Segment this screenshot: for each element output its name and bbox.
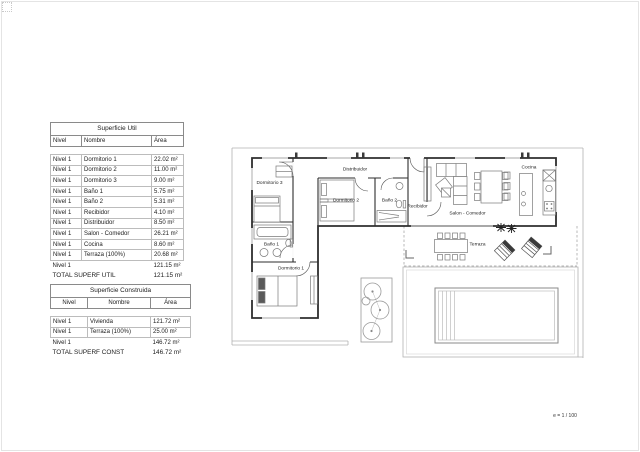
- cell-nombre: Vivienda: [88, 317, 151, 328]
- cell-nivel: Nivel 1: [51, 327, 88, 338]
- cell-nombre: Cocina: [82, 239, 152, 250]
- cell-area: 22.02 m²: [152, 155, 184, 166]
- cell-nivel: Nivel 1: [51, 218, 82, 229]
- swimming-pool: [435, 288, 558, 343]
- dormitorio1-furniture: [257, 276, 318, 306]
- label-dormitorio2: Dormitorio 2: [332, 198, 360, 204]
- cell-nivel: Nivel 1: [51, 197, 82, 208]
- furniture: [254, 164, 556, 307]
- dining-table: [475, 171, 509, 203]
- cell-area: 5.31 m²: [152, 197, 184, 208]
- total-area: 146.72 m²: [152, 349, 182, 357]
- cell-area: 20.68 m²: [152, 250, 184, 261]
- sofa: [436, 164, 467, 205]
- planter-trees: [361, 278, 392, 342]
- terrace-table: [435, 233, 468, 260]
- cell-area: 26.21 m²: [152, 229, 184, 240]
- bano1-fixtures: [254, 225, 293, 257]
- cell-area: 11.00 m²: [152, 165, 184, 176]
- cell-nombre: Terraza (100%): [82, 250, 152, 261]
- scale-note: e = 1 / 100: [553, 413, 577, 419]
- table-title: Superficie Construida: [51, 285, 191, 298]
- terrace-plants: [496, 223, 517, 233]
- col-header-nombre: Nombre: [88, 298, 151, 309]
- label-distribuidor: Distribuidor: [342, 167, 368, 173]
- total-label: TOTAL SUPERF CONST: [52, 349, 125, 357]
- label-dormitorio3: Dormitorio 3: [256, 181, 283, 186]
- cell-nombre: Baño 2: [82, 197, 152, 208]
- cell-nivel: Nivel 1: [51, 176, 82, 187]
- col-header-nivel: Nivel: [51, 298, 88, 309]
- recibidor-closet: [424, 167, 431, 201]
- cell-area: 25.00 m²: [151, 327, 191, 338]
- cell-nombre: Dormitorio 1: [82, 155, 152, 166]
- col-header-area: Área: [152, 136, 184, 147]
- label-bano2: Baño 2: [381, 198, 398, 204]
- cell-nivel: Nivel 1: [51, 250, 82, 261]
- cell-nombre: Baño 1: [82, 186, 152, 197]
- cell-nivel: Nivel 1: [51, 229, 82, 240]
- cell-nombre: Dormitorio 2: [82, 165, 152, 176]
- cell-nivel: Nivel 1: [51, 317, 88, 328]
- doors: [279, 158, 441, 276]
- lounge-chairs: [494, 237, 541, 260]
- label-bano1: Baño 1: [263, 242, 280, 248]
- cell-area: 4.10 m²: [152, 207, 184, 218]
- cell-nivel: Nivel 1: [51, 165, 82, 176]
- cell-nivel: Nivel 1: [51, 186, 82, 197]
- wall-junction-ticks: [295, 153, 530, 158]
- cell-nombre: Recibidor: [82, 207, 152, 218]
- label-salon-comedor: Salon - Comedor: [449, 211, 486, 217]
- col-header-nombre: Nombre: [82, 136, 152, 147]
- label-dormitorio1: Dormitorio 1: [277, 266, 305, 272]
- cell-area: 121.15 m²: [153, 262, 181, 269]
- cell-area: 8.50 m²: [152, 218, 184, 229]
- cell-nivel: Nivel 1: [51, 239, 82, 250]
- cell-nivel: Nivel 1: [51, 207, 82, 218]
- cell-area: 146.72 m²: [152, 339, 180, 346]
- table-title: Superficie Util: [51, 123, 184, 136]
- cell-nombre: Dormitorio 3: [82, 176, 152, 187]
- col-header-area: Área: [151, 298, 191, 309]
- cell-area: 5.75 m²: [152, 186, 184, 197]
- dormitorio3-furniture: [254, 166, 292, 222]
- cell-area: 8.60 m²: [152, 239, 184, 250]
- cell-nombre: Salon - Comedor: [82, 229, 152, 240]
- label-recibidor: Recibidor: [407, 204, 428, 210]
- label-cocina: Cocina: [521, 165, 537, 171]
- col-header-nivel: Nivel: [51, 136, 82, 147]
- total-area: 121.15 m²: [153, 271, 183, 279]
- cell-nivel: Nivel 1: [51, 155, 82, 166]
- cell-nivel: Nivel 1: [52, 262, 71, 269]
- cell-nombre: Distribuidor: [82, 218, 152, 229]
- cell-area: 9.00 m²: [152, 176, 184, 187]
- cell-nombre: Terraza (100%): [88, 327, 151, 338]
- total-label: TOTAL SUPERF UTIL: [52, 271, 116, 279]
- cell-area: 121.72 m²: [151, 317, 191, 328]
- kitchen-counter: [543, 170, 556, 215]
- label-terraza: Terraza: [469, 242, 486, 248]
- cell-nivel: Nivel 1: [52, 339, 71, 346]
